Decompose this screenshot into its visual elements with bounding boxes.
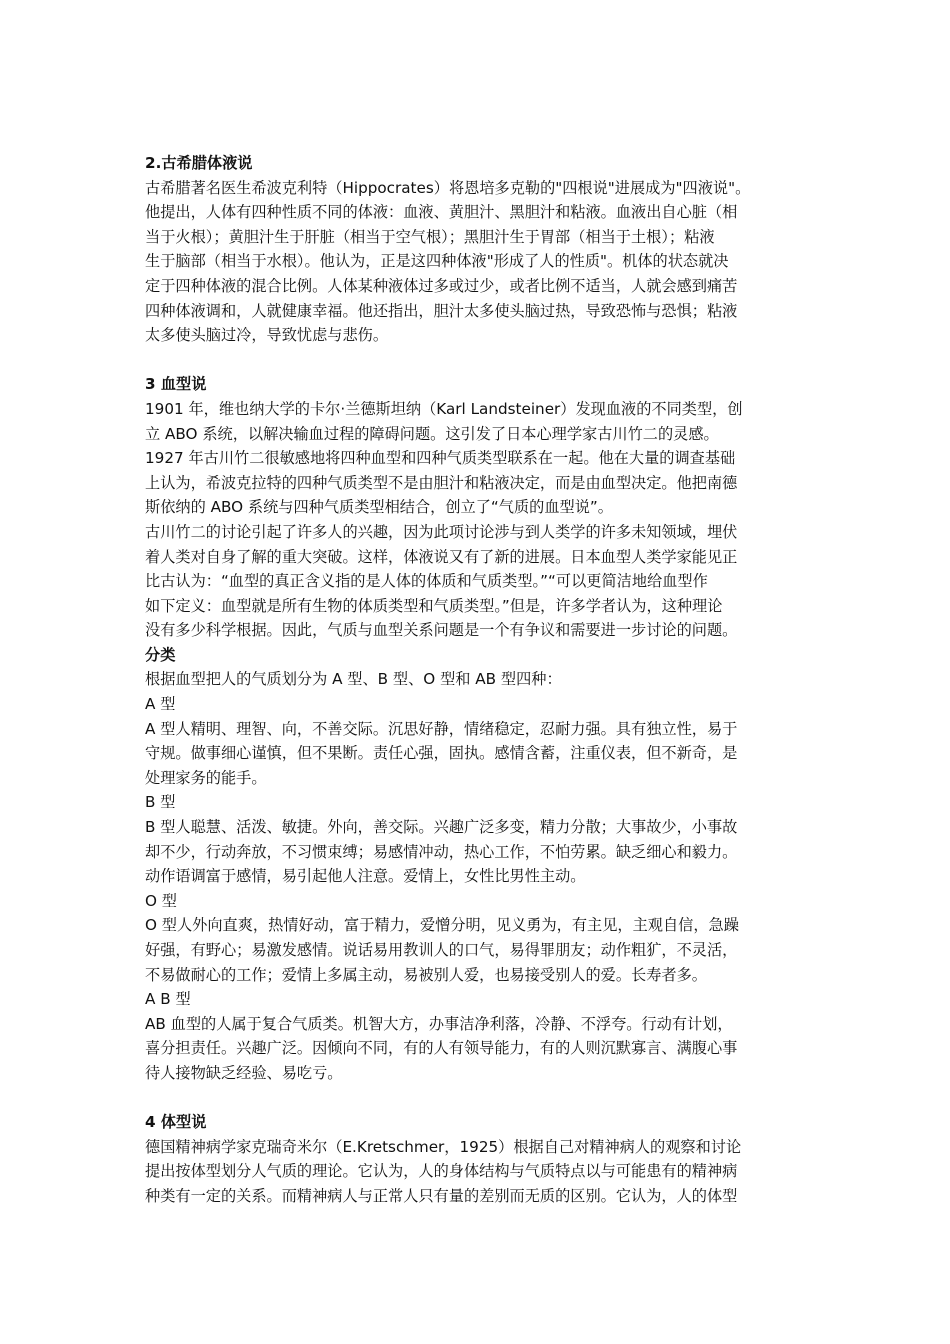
type-ab-description-line: AB 血型的人属于复合气质类。机智大方，办事洁净利落，冷静、不浮夸。行动有计划， [145, 1014, 733, 1033]
type-label-a: A 型 [145, 695, 176, 714]
document-page [145, 151, 813, 1209]
type-b-description-line: 却不少，行动奔放，不习惯束缚；易感情冲动，热心工作，不怕劳累。缺乏细心和毅力。 [145, 842, 738, 861]
type-label-ab: A B 型 [145, 990, 191, 1009]
paragraph-line: 定于四种体液的混合比例。人体某种液体过多或过少，或者比例不适当，人就会感到痛苦 [145, 276, 738, 295]
paragraph-line: 1927 年古川竹二很敏感地将四种血型和四种气质类型联系在一起。他在大量的调查基础 [145, 449, 736, 468]
paragraph-line: 当于火根）；黄胆汁生于肝脏（相当于空气根）；黑胆汁生于胃部（相当于土根）；粘液 [145, 227, 715, 246]
paragraph-line: 种类有一定的关系。而精神病人与正常人只有量的差别而无质的区别。它认为，人的体型 [145, 1186, 738, 1205]
type-ab-description-line: 喜分担责任。兴趣广泛。因倾向不同，有的人有领导能力，有的人则沉默寡言、满腹心事 [145, 1039, 738, 1058]
type-o-description-line: 好强，有野心；易激发感情。说话易用教训人的口气，易得罪朋友；动作粗犷，不灵活， [145, 941, 738, 959]
paragraph-line: 着人类对自身了解的重大突破。这样，体液说又有了新的进展。日本血型人类学家能见正 [145, 547, 738, 566]
type-a-description-line: A 型人精明、理智、向，不善交际。沉思好静，情绪稳定，忍耐力强。具有独立性，易于 [145, 719, 738, 738]
paragraph-line: 古希腊著名医生希波克利特（Hippocrates）将恩培多克勒的"四根说"进展成为"四液说"。 [145, 178, 751, 197]
section-heading-humoral-theory: 2.古希腊体液说 [145, 154, 253, 172]
classification-heading: 分类 [145, 645, 176, 664]
section-heading-blood-type-theory: 3 血型说 [145, 375, 207, 394]
section-spacer [145, 1086, 813, 1111]
paragraph-line: 太多使头脑过冷，导致忧虑与悲伤。 [145, 326, 388, 345]
paragraph-line: 没有多少科学根据。因此，气质与血型关系问题是一个有争议和需要进一步讨论的问题。 [145, 621, 738, 640]
type-o-description-line: O 型人外向直爽，热情好动，富于精力，爱憎分明，见义勇为，有主见，主观自信，急躁 [145, 916, 739, 935]
type-label-o: O 型 [145, 891, 177, 910]
paragraph-line: 1901 年，维也纳大学的卡尔·兰德斯坦纳（Karl Landsteiner）发现血液的不同类型，创 [145, 399, 743, 418]
type-a-description-line: 守规。做事细心谨慎，但不果断。责任心强，固执。感情含蓄，注重仪表，但不新奇，是 [145, 744, 738, 763]
type-o-description-line: 不易做耐心的工作；爱情上多属主动，易被别人爱，也易接受别人的爱。长寿者多。 [145, 965, 707, 984]
paragraph-line: 古川竹二的讨论引起了许多人的兴趣，因为此项讨论涉与到人类学的许多未知领域，埋伏 [145, 522, 738, 541]
paragraph-line: 他提出，人体有四种性质不同的体液：血液、黄胆汁、黑胆汁和粘液。血液出自心脏（相 [145, 203, 738, 222]
type-label-b: B 型 [145, 793, 176, 812]
paragraph-line: 四种体液调和，人就健康幸福。他还指出，胆汁太多使头脑过热，导致恐怖与恐惧；粘液 [145, 301, 738, 320]
type-a-description-line: 处理家务的能手。 [145, 768, 267, 787]
type-ab-description-line: 待人接物缺乏经验、易吃亏。 [145, 1063, 343, 1082]
paragraph-line: 德国精神病学家克瑞奇米尔（E.Kretschmer，1925）根据自己对精神病人的观察和讨论 [145, 1137, 742, 1156]
classification-intro: 根据血型把人的气质划分为 A 型、B 型、O 型和 AB 型四种： [145, 670, 562, 689]
type-b-description-line: 动作语调富于感情，易引起他人注意。爱情上，女性比男性主动。 [145, 867, 586, 886]
paragraph-line: 生于脑部（相当于水根）。他认为，正是这四种体液"形成了人的性质"。机体的状态就决 [145, 252, 729, 271]
paragraph-line: 如下定义：血型就是所有生物的体质类型和气质类型。”但是，许多学者认为，这种理论 [145, 596, 723, 615]
paragraph-line: 提出按体型划分人气质的理论。它认为，人的身体结构与气质特点以与可能患有的精神病 [145, 1162, 738, 1181]
paragraph-line: 比古认为：“血型的真正含义指的是人体的体质和气质类型。”“可以更简洁地给血型作 [145, 572, 708, 591]
paragraph-line: 立 ABO 系统，以解决输血过程的障碍问题。这引发了日本心理学家古川竹二的灵感。 [145, 424, 719, 443]
type-b-description-line: B 型人聪慧、活泼、敏捷。外向，善交际。兴趣广泛多变，精力分散；大事故少，小事故 [145, 818, 738, 837]
section-heading-body-type-theory: 4 体型说 [145, 1113, 207, 1132]
paragraph-line: 斯依纳的 ABO 系统与四种气质类型相结合，创立了“气质的血型说”。 [145, 498, 613, 517]
paragraph-line: 上认为，希波克拉特的四种气质类型不是由胆汁和粘液决定，而是由血型决定。他把南德 [145, 473, 738, 492]
section-spacer [145, 348, 813, 373]
